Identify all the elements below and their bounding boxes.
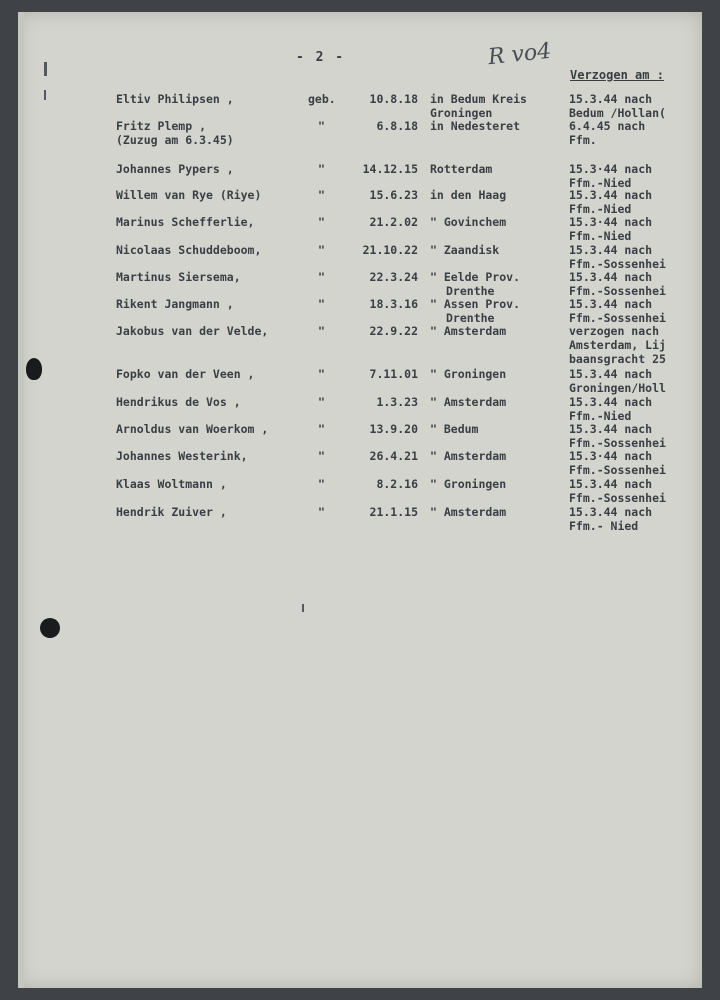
moved-info <box>569 395 652 423</box>
margin-mark <box>44 90 46 100</box>
person-name: Arnoldus van Woerkom , <box>116 422 269 436</box>
birth-mark: geb. <box>308 92 336 106</box>
register-row <box>18 297 702 327</box>
moved-line: Bedum /Hollan( <box>569 106 666 120</box>
moved-info <box>569 162 652 190</box>
register-row <box>18 477 702 507</box>
birth-place: " Amsterdam <box>430 449 507 463</box>
register-row <box>18 367 702 397</box>
moved-line: 15.3.44 nach <box>569 422 653 436</box>
moved-info <box>569 367 666 395</box>
birth-date: 14.12.15 <box>362 162 418 176</box>
moved-line: Ffm.-Nied <box>569 229 632 243</box>
document-page <box>18 12 702 988</box>
birth-place-line: Drenthe <box>446 284 495 298</box>
birth-date: 15.6.23 <box>369 188 418 202</box>
birth-date: 10.8.18 <box>369 92 418 106</box>
moved-line: 15.3.44 nach <box>569 297 653 311</box>
moved-info <box>569 449 666 477</box>
stray-mark <box>302 604 304 612</box>
moved-info <box>569 422 666 450</box>
moved-info <box>569 243 666 271</box>
register-row <box>18 422 702 452</box>
moved-line: 15.3·44 nach <box>569 449 653 463</box>
moved-info <box>569 297 666 325</box>
moved-line: 6.4.45 nach <box>569 119 646 133</box>
person-name: Hendrik Zuiver , <box>116 505 227 519</box>
person-name: Eltiv Philipsen , <box>116 92 234 106</box>
birth-date: 1.3.23 <box>376 395 418 409</box>
person-name <box>116 119 234 147</box>
moved-line: Ffm.-Nied <box>569 409 632 423</box>
moved-line: 15.3.44 nach <box>569 92 653 106</box>
birth-date: 22.9.22 <box>369 324 418 338</box>
birth-place-line: " Assen Prov. <box>430 297 521 311</box>
birth-date: 22.3.24 <box>369 270 418 284</box>
register-row <box>18 92 702 122</box>
birth-place <box>430 92 527 120</box>
moved-line: Ffm.-Nied <box>569 176 632 190</box>
person-name: Johannes Westerink, <box>116 449 248 463</box>
register-row <box>18 395 702 425</box>
ditto-mark: " <box>318 119 325 133</box>
ditto-mark: " <box>318 422 325 436</box>
punch-hole <box>26 358 42 380</box>
birth-place-line: " Eelde Prov. <box>430 270 521 284</box>
moved-line: verzogen nach <box>569 324 660 338</box>
birth-place: " Groningen <box>430 477 507 491</box>
moved-line: Amsterdam, Lij <box>569 338 666 352</box>
moved-line: Ffm.-Sossenhei <box>569 257 666 271</box>
moved-line: Ffm. <box>569 133 597 147</box>
person-name: Willem van Rye (Riye) <box>116 188 262 202</box>
birth-place: " Amsterdam <box>430 505 507 519</box>
register-row <box>18 324 702 368</box>
birth-date: 6.8.18 <box>376 119 418 133</box>
moved-info <box>569 270 666 298</box>
person-note-line: (Zuzug am 6.3.45) <box>116 133 234 147</box>
page-number: - 2 - <box>296 50 346 65</box>
register-row <box>18 119 702 149</box>
birth-place: " Amsterdam <box>430 395 507 409</box>
ditto-mark: " <box>318 324 325 338</box>
register-row <box>18 505 702 535</box>
moved-line: 15.3.44 nach <box>569 243 653 257</box>
person-name-line: Fritz Plemp , <box>116 119 207 133</box>
moved-column-header: Verzogen am : <box>570 68 664 82</box>
moved-info <box>569 324 666 366</box>
birth-place: " Groningen <box>430 367 507 381</box>
moved-line: 15.3.44 nach <box>569 505 653 519</box>
moved-line: Ffm.-Sossenhei <box>569 284 666 298</box>
person-name: Klaas Woltmann , <box>116 477 227 491</box>
moved-line: Ffm.-Sossenhei <box>569 491 666 505</box>
margin-mark <box>44 62 47 76</box>
ditto-mark: " <box>318 367 325 381</box>
register-row <box>18 270 702 300</box>
ditto-mark: " <box>318 243 325 257</box>
birth-place: " Amsterdam <box>430 324 507 338</box>
birth-date: 18.3.16 <box>369 297 418 311</box>
birth-place <box>430 297 520 325</box>
birth-date: 21.1.15 <box>369 505 418 519</box>
moved-info <box>569 477 666 505</box>
moved-line: 15.3·44 nach <box>569 162 653 176</box>
birth-date: 21.10.22 <box>362 243 418 257</box>
birth-date: 8.2.16 <box>376 477 418 491</box>
moved-line: 15.3.44 nach <box>569 477 653 491</box>
moved-line: 15.3.44 nach <box>569 188 653 202</box>
ditto-mark: " <box>318 162 325 176</box>
moved-info <box>569 505 652 533</box>
ditto-mark: " <box>318 395 325 409</box>
moved-info <box>569 119 645 147</box>
register-row <box>18 188 702 218</box>
moved-line: 15.3.44 nach <box>569 367 653 381</box>
birth-date: 26.4.21 <box>369 449 418 463</box>
moved-info <box>569 92 666 120</box>
moved-line: Groningen/Holl <box>569 381 666 395</box>
moved-line: Ffm.-Nied <box>569 202 632 216</box>
ditto-mark: " <box>318 215 325 229</box>
birth-place: in Nedesteret <box>430 119 521 133</box>
person-name: Jakobus van der Velde, <box>116 324 269 338</box>
birth-date: 7.11.01 <box>369 367 418 381</box>
birth-place <box>430 270 520 298</box>
birth-place: in den Haag <box>430 188 507 202</box>
moved-line: Ffm.-Sossenhei <box>569 311 666 325</box>
person-name: Fopko van der Veen , <box>116 367 255 381</box>
ditto-mark: " <box>318 449 325 463</box>
birth-date: 13.9.20 <box>369 422 418 436</box>
ditto-mark: " <box>318 270 325 284</box>
register-row <box>18 449 702 479</box>
moved-line: 15.3·44 nach <box>569 215 653 229</box>
moved-info <box>569 188 652 216</box>
birth-place: " Zaandisk <box>430 243 500 257</box>
person-name: Nicolaas Schuddeboom, <box>116 243 262 257</box>
register-row <box>18 215 702 245</box>
person-name: Johannes Pypers , <box>116 162 234 176</box>
birth-place: " Bedum <box>430 422 479 436</box>
birth-place: Rotterdam <box>430 162 493 176</box>
register-row <box>18 243 702 273</box>
person-name: Martinus Siersema, <box>116 270 241 284</box>
ditto-mark: " <box>318 505 325 519</box>
person-name: Hendrikus de Vos , <box>116 395 241 409</box>
birth-place-line: in Bedum Kreis <box>430 92 527 106</box>
person-name: Rikent Jangmann , <box>116 297 234 311</box>
punch-hole <box>40 618 60 638</box>
ditto-mark: " <box>318 188 325 202</box>
birth-date: 21.2.02 <box>369 215 418 229</box>
birth-place-line: Groningen <box>430 106 493 120</box>
birth-place-line: Drenthe <box>446 311 495 325</box>
pencil-annotation: R vo4 <box>486 38 553 71</box>
moved-line: Ffm.-Sossenhei <box>569 463 666 477</box>
moved-line: 15.3.44 nach <box>569 270 653 284</box>
moved-line: baansgracht 25 <box>569 352 666 366</box>
moved-info <box>569 215 652 243</box>
moved-line: 15.3.44 nach <box>569 395 653 409</box>
moved-line: Ffm.-Sossenhei <box>569 436 666 450</box>
person-name: Marinus Schefferlie, <box>116 215 255 229</box>
ditto-mark: " <box>318 477 325 491</box>
moved-line: Ffm.- Nied <box>569 519 639 533</box>
ditto-mark: " <box>318 297 325 311</box>
birth-place: " Govinchem <box>430 215 507 229</box>
